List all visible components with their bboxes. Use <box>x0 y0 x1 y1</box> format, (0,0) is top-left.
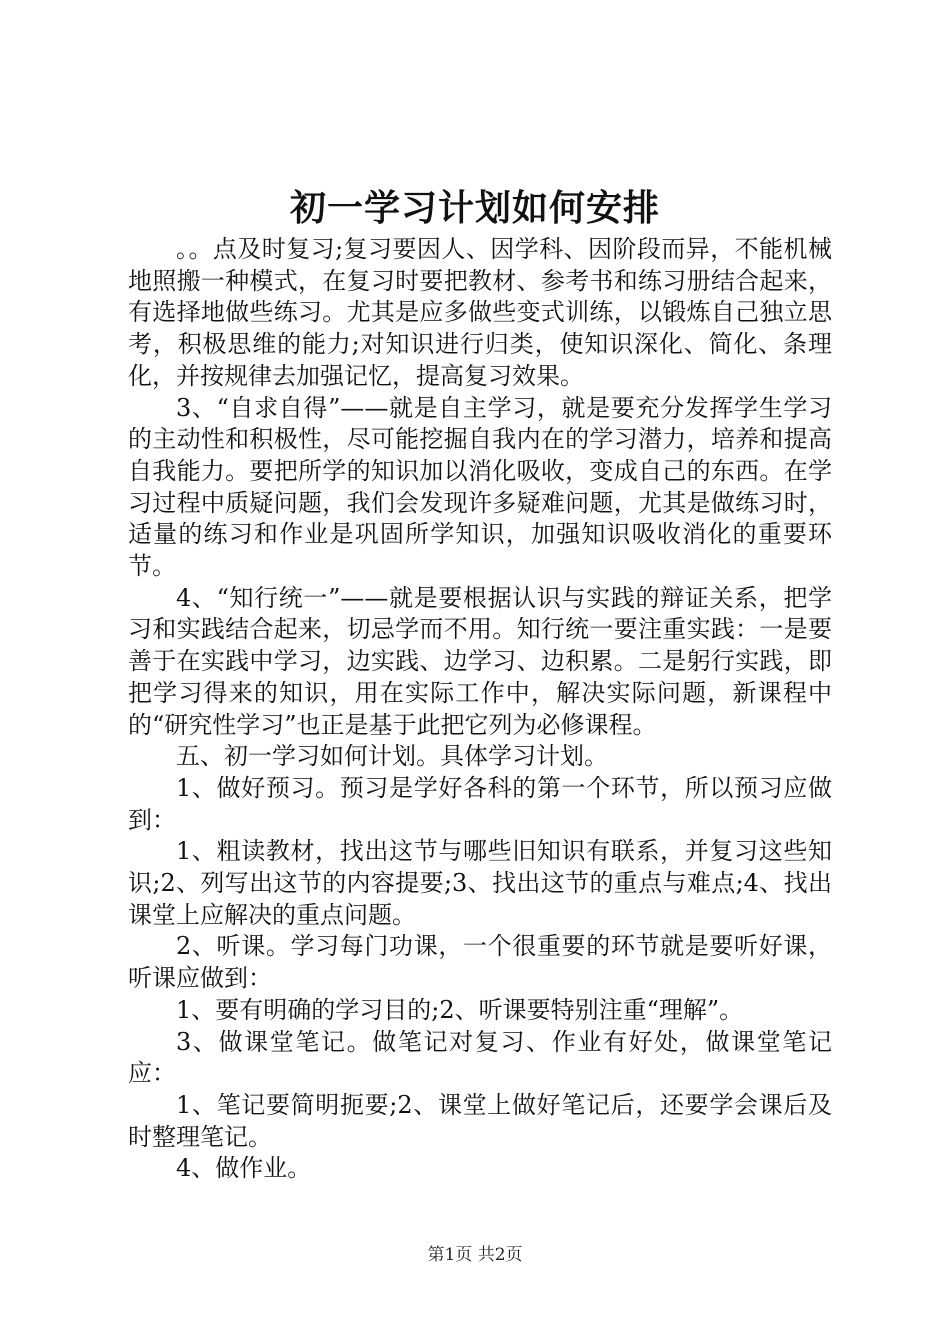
paragraph: 1、做好预习。预习是学好各科的第一个环节，所以预习应做到： <box>128 773 832 834</box>
paragraph: 3、“自求自得”——就是自主学习，就是要充分发挥学生学习的主动性和积极性，尽可能挖掘自我内在的学习潜力，培养和提高自我能力。要把所学的知识加以消化吸收，变成自己的东西。在学习过程中质疑问题，我们会发现许多疑难问题，尤其是做练习时，适量的练习和作业是巩固所学知识，加强知识吸收消化的重要环节。 <box>128 393 832 581</box>
paragraph: 。。点及时复习;复习要因人、因学科、因阶段而异，不能机械地照搬一种模式，在复习时要把教材、参考书和练习册结合起来，有选择地做些练习。尤其是应多做些变式训练，以锻炼自己独立思考，积极思维的能力;对知识进行归类，使知识深化、简化、条理化，并按规律去加强记忆，提高复习效果。 <box>128 235 832 390</box>
paragraph: 1、笔记要简明扼要;2、课堂上做好笔记后，还要学会课后及时整理笔记。 <box>128 1090 832 1151</box>
paragraph: 2、听课。学习每门功课，一个很重要的环节就是要听好课，听课应做到： <box>128 932 832 993</box>
paragraph: 4、“知行统一”——就是要根据认识与实践的辩证关系，把学习和实践结合起来，切忌学而不用。知行统一要注重实践：一是要善于在实践中学习，边实践、边学习、边积累。二是躬行实践，即把学习得来的知识，用在实际工作中，解决实际问题，新课程中的“研究性学习”也正是基于此把它列为必修课程。 <box>128 583 832 739</box>
paragraph: 4、做作业。 <box>176 1154 312 1183</box>
paragraph: 1、要有明确的学习目的;2、听课要特别注重“理解”。 <box>176 995 744 1024</box>
page-number-footer: 第1页 共2页 <box>427 1245 523 1265</box>
paragraph: 3、做课堂笔记。做笔记对复习、作业有好处，做课堂笔记应： <box>128 1027 832 1088</box>
paragraph: 五、初一学习如何计划。具体学习计划。 <box>176 742 608 771</box>
document-title: 初一学习计划如何安排 <box>289 187 660 229</box>
document-body <box>128 234 832 1185</box>
paragraph: 1、粗读教材，找出这节与哪些旧知识有联系，并复习这些知识;2、列写出这节的内容提要;3、找出这节的重点与难点;4、找出课堂上应解决的重点问题。 <box>128 837 832 929</box>
